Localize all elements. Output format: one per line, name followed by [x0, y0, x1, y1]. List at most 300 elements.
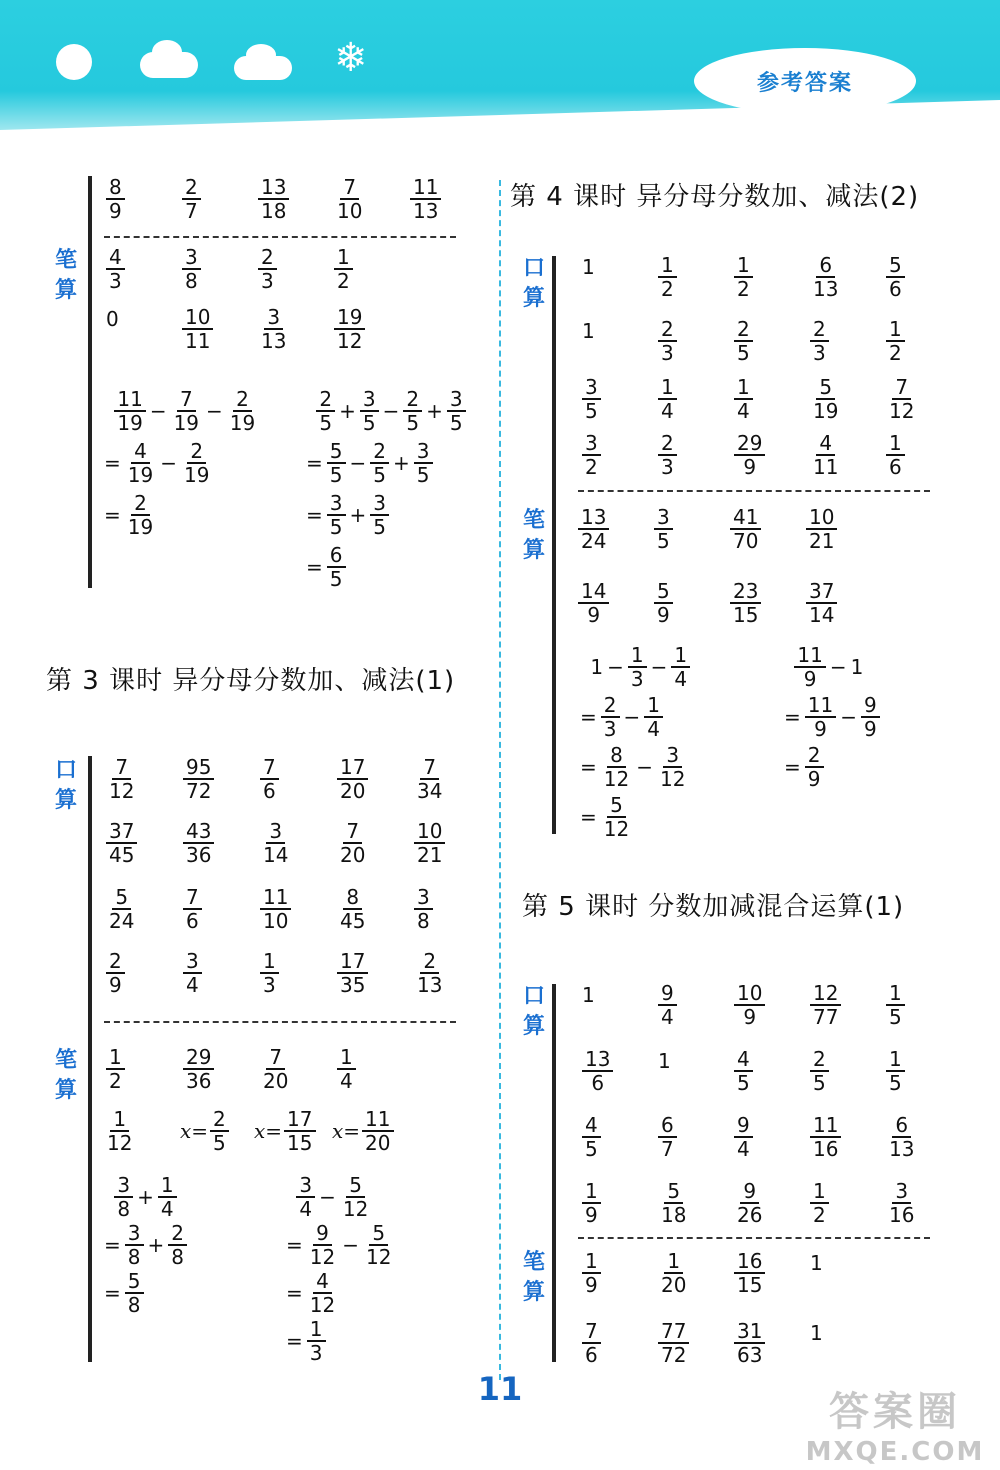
fraction: $\frac{2}{5}$: [210, 1108, 229, 1154]
calc-step: [100, 440, 212, 486]
oral-answer: [658, 982, 677, 1028]
watermark-logo: 答案圈: [829, 1389, 961, 1435]
written-answer: [730, 506, 761, 552]
written-answer: [734, 1320, 765, 1366]
operator: =: [306, 503, 323, 527]
fraction: $\frac{14}{9}$: [578, 580, 609, 626]
calc-step: [282, 1222, 394, 1268]
fraction: $\frac{3}{8}$: [114, 1174, 133, 1220]
fraction: $\frac{1}{20}$: [661, 1249, 687, 1297]
written-answer: [258, 306, 289, 352]
fraction: $\frac{3}{4}$: [183, 950, 202, 996]
lesson4-separator: [578, 490, 930, 492]
operator: −: [342, 1233, 359, 1257]
written-answer: [182, 306, 213, 352]
number: 1: [582, 982, 595, 1007]
fraction: $\frac{10}{11}$: [182, 306, 213, 352]
variable-x: x=: [254, 1119, 283, 1143]
fraction: $\frac{77}{72}$: [658, 1320, 689, 1366]
fraction: $\frac{5}{12}$: [603, 793, 630, 841]
calc-step: [100, 492, 156, 538]
fraction: $\frac{8}{45}$: [340, 885, 366, 933]
lesson5-title: 第 5 课时 分数加减混合运算(1): [522, 892, 905, 922]
oral-answer: [658, 318, 677, 364]
fraction: $\frac{13}{18}$: [258, 176, 289, 222]
fraction: $\frac{31}{63}$: [734, 1320, 765, 1366]
fraction: $\frac{9}{4}$: [658, 982, 677, 1028]
fraction: $\frac{2}{8}$: [168, 1222, 187, 1268]
fraction: $\frac{2}{19}$: [183, 439, 210, 487]
oral-answer: [260, 756, 279, 802]
fraction: $\frac{10}{21}$: [806, 506, 837, 552]
fraction: $\frac{5}{12}$: [365, 1221, 392, 1269]
fraction: $\frac{12}{77}$: [810, 982, 841, 1028]
oral-answer: [658, 1180, 689, 1226]
fraction: $\frac{2}{5}$: [316, 388, 335, 434]
fraction: $\frac{13}{6}$: [582, 1048, 613, 1094]
fraction: $\frac{2}{3}$: [658, 318, 677, 364]
written-answer: [334, 246, 353, 292]
fraction: $\frac{5}{19}$: [813, 375, 839, 423]
lesson5-oral-label: 口 算: [522, 984, 545, 1039]
oral-answer: [337, 950, 368, 996]
calc-step: [100, 1222, 187, 1268]
spacer: [580, 656, 586, 678]
fraction: $\frac{41}{70}$: [730, 506, 761, 552]
fraction: $\frac{29}{9}$: [734, 432, 765, 478]
fraction: $\frac{1}{2}$: [886, 318, 905, 364]
fraction: $\frac{2}{7}$: [182, 176, 201, 222]
fraction: $\frac{11}{20}$: [362, 1108, 393, 1154]
fraction: $\frac{2}{13}$: [417, 949, 443, 997]
written-answer: [258, 246, 277, 292]
lesson4-written-label: 笔 算: [522, 508, 545, 563]
written-answer: [260, 1046, 291, 1092]
written-answer: [106, 306, 119, 330]
oral-answer: [183, 950, 202, 996]
written-answer: [183, 1046, 214, 1092]
written-answer: [106, 246, 125, 292]
fraction: $\frac{1}{4}$: [671, 644, 690, 690]
calc-step: [302, 492, 389, 538]
oral-answer: [658, 254, 677, 300]
written-answer: [810, 1250, 823, 1274]
snowflake-icon: ❄: [334, 35, 368, 81]
fraction: $\frac{19}{12}$: [334, 306, 365, 352]
calc-step: [576, 644, 690, 690]
operator: +: [339, 399, 356, 423]
fraction: $\frac{1}{5}$: [886, 1048, 905, 1094]
fraction: $\frac{8}{9}$: [106, 176, 125, 222]
fraction: $\frac{7}{34}$: [417, 755, 443, 803]
operator: −: [623, 705, 641, 729]
fraction: $\frac{1}{6}$: [886, 432, 905, 478]
fraction: $\frac{11}{19}$: [114, 388, 145, 434]
lesson5-written-label: 笔 算: [522, 1250, 545, 1305]
calc-step: [576, 744, 688, 790]
lesson5-bar: [552, 984, 556, 1362]
operator: =: [784, 755, 801, 779]
operator: =: [286, 1329, 303, 1353]
calc-step: [780, 694, 880, 740]
lesson3-bar: [88, 756, 92, 1362]
calc-step: [302, 440, 433, 486]
answer-banner: 参考答案: [694, 48, 916, 114]
fraction: $\frac{3}{2}$: [582, 432, 601, 478]
oral-answer: [106, 950, 125, 996]
fraction: $\frac{1}{2}$: [658, 254, 677, 300]
written-answer: [254, 1108, 316, 1154]
oral-answer: [658, 1048, 671, 1072]
fraction: $\frac{3}{5}$: [582, 376, 601, 422]
number: 1: [590, 655, 604, 679]
oral-answer: [886, 982, 905, 1028]
fraction: $\frac{11}{9}$: [794, 644, 825, 690]
fraction: $\frac{9}{4}$: [734, 1114, 753, 1160]
operator: =: [580, 705, 597, 729]
spacer: [286, 1186, 292, 1208]
written-answer: [582, 1320, 601, 1366]
fraction: $\frac{5}{12}$: [342, 1173, 369, 1221]
oral-answer: [734, 318, 753, 364]
oral-answer: [414, 756, 445, 802]
fraction: $\frac{2}{19}$: [127, 491, 154, 539]
oral-answer: [886, 254, 905, 300]
fraction: $\frac{17}{15}$: [284, 1108, 315, 1154]
oral-answer: [658, 1114, 677, 1160]
written-answer: [654, 506, 673, 552]
oral-answer: [414, 886, 433, 932]
fraction: $\frac{11}{16}$: [810, 1114, 841, 1160]
fraction: $\frac{10}{21}$: [414, 820, 445, 866]
fraction: $\frac{1}{9}$: [582, 1250, 601, 1296]
operator: +: [393, 451, 410, 475]
lesson3-oral-label: 口 算: [54, 758, 77, 813]
fraction: $\frac{1}{2}$: [334, 246, 353, 292]
prev-bar: [88, 176, 92, 588]
fraction: $\frac{1}{2}$: [734, 254, 753, 300]
fraction: $\frac{5}{24}$: [109, 885, 135, 933]
oral-answer: [734, 1114, 753, 1160]
fraction: $\frac{2}{9}$: [106, 950, 125, 996]
oral-answer: [734, 432, 765, 478]
oral-answer: [258, 176, 289, 222]
fraction: $\frac{2}{5}$: [734, 318, 753, 364]
fraction: $\frac{37}{45}$: [106, 820, 137, 866]
calc-step: [302, 388, 466, 434]
operator: =: [104, 1233, 121, 1257]
written-answer: [182, 246, 201, 292]
fraction: $\frac{6}{13}$: [813, 253, 839, 301]
fraction: $\frac{11}{9}$: [805, 694, 836, 740]
operator: =: [784, 705, 801, 729]
lesson4-title: 第 4 课时 异分母分数加、减法(2): [510, 182, 920, 212]
fraction: $\frac{3}{5}$: [414, 440, 433, 486]
calc-step: [100, 1174, 177, 1220]
fraction: $\frac{2}{9}$: [805, 744, 824, 790]
operator: =: [286, 1233, 303, 1257]
fraction: $\frac{6}{7}$: [658, 1114, 677, 1160]
operator: +: [147, 1233, 165, 1257]
oral-answer: [410, 176, 441, 222]
fraction: $\frac{1}{4}$: [734, 376, 753, 422]
oral-answer: [810, 254, 841, 300]
spacer: [104, 1186, 110, 1208]
written-answer: [578, 580, 609, 626]
operator: =: [580, 755, 597, 779]
oral-answer: [106, 756, 137, 802]
written-answer: [337, 1046, 356, 1092]
operator: +: [137, 1185, 154, 1209]
lesson4-bar: [552, 256, 556, 834]
fraction: $\frac{5}{9}$: [654, 580, 673, 626]
operator: −: [650, 655, 668, 679]
fraction: $\frac{1}{4}$: [658, 376, 677, 422]
oral-answer: [886, 432, 905, 478]
calc-step: [100, 1270, 144, 1316]
written-answer: [654, 580, 673, 626]
fraction: $\frac{17}{35}$: [337, 950, 368, 996]
calc-step: [576, 794, 632, 840]
fraction: $\frac{4}{5}$: [582, 1114, 601, 1160]
oral-answer: [734, 254, 753, 300]
fraction: $\frac{3}{4}$: [296, 1174, 315, 1220]
oral-answer: [337, 886, 368, 932]
fraction: $\frac{3}{8}$: [182, 246, 201, 292]
fraction: $\frac{9}{9}$: [861, 694, 880, 740]
oral-answer: [106, 886, 137, 932]
number: 1: [582, 318, 595, 343]
oral-answer: [337, 820, 368, 866]
fraction: $\frac{4}{19}$: [127, 439, 154, 487]
fraction: $\frac{29}{36}$: [183, 1046, 214, 1092]
fraction: $\frac{9}{26}$: [737, 1179, 763, 1227]
calc-step: [282, 1270, 338, 1316]
fraction: $\frac{10}{9}$: [734, 982, 765, 1028]
fraction: $\frac{3}{8}$: [414, 886, 433, 932]
page-number: 11: [477, 1370, 523, 1408]
fraction: $\frac{16}{15}$: [734, 1250, 765, 1296]
fraction: $\frac{6}{13}$: [889, 1113, 915, 1161]
oral-answer: [106, 176, 125, 222]
operator: −: [160, 451, 177, 475]
fraction: $\frac{7}{12}$: [889, 375, 915, 423]
oral-answer: [810, 318, 829, 364]
operator: −: [829, 655, 847, 679]
fraction: $\frac{3}{16}$: [889, 1179, 915, 1227]
written-answer: [734, 1250, 765, 1296]
fraction: $\frac{1}{2}$: [810, 1180, 829, 1226]
spacer: [306, 400, 312, 422]
calc-step: [576, 694, 663, 740]
fraction: $\frac{1}{2}$: [106, 1046, 125, 1092]
fraction: $\frac{1}{3}$: [260, 950, 279, 996]
lesson5-separator: [578, 1237, 930, 1239]
operator: −: [149, 399, 167, 423]
operator: −: [206, 399, 223, 423]
fraction: $\frac{2}{3}$: [258, 246, 277, 292]
written-answer: [658, 1320, 689, 1366]
operator: =: [104, 1281, 121, 1305]
fraction: $\frac{5}{6}$: [886, 254, 905, 300]
fraction: $\frac{1}{4}$: [158, 1174, 177, 1220]
column-divider: [499, 180, 501, 1380]
fraction: $\frac{1}{4}$: [337, 1046, 356, 1092]
oral-answer: [414, 820, 445, 866]
fraction: $\frac{7}{20}$: [263, 1045, 289, 1093]
fraction: $\frac{2}{5}$: [810, 1048, 829, 1094]
written-answer: [578, 506, 609, 552]
fraction: $\frac{3}{5}$: [360, 388, 379, 434]
fraction: $\frac{7}{20}$: [340, 819, 366, 867]
operator: =: [104, 451, 121, 475]
oral-answer: [106, 820, 137, 866]
fraction: $\frac{2}{19}$: [229, 387, 256, 435]
fraction: $\frac{3}{8}$: [125, 1222, 144, 1268]
number: 1: [850, 655, 864, 679]
fraction: $\frac{3}{13}$: [261, 305, 287, 353]
written-answer: [806, 580, 837, 626]
written-answer: [810, 1320, 823, 1344]
fraction: $\frac{6}{5}$: [327, 544, 346, 590]
lesson3-written-label: 笔 算: [54, 1048, 77, 1103]
fraction: $\frac{3}{5}$: [654, 506, 673, 552]
written-answer: [334, 306, 365, 352]
prev-written-label: 笔 算: [54, 248, 77, 303]
fraction: $\frac{1}{3}$: [307, 1318, 326, 1364]
fraction: $\frac{1}{12}$: [107, 1107, 133, 1155]
operator: =: [580, 805, 597, 829]
watermark-url: MXQE.COM: [805, 1437, 985, 1467]
written-answer: [658, 1250, 689, 1296]
fraction: $\frac{3}{14}$: [263, 819, 289, 867]
operator: −: [382, 399, 400, 423]
fraction: $\frac{2}{5}$: [403, 388, 422, 434]
operator: −: [636, 755, 653, 779]
oral-answer: [658, 432, 677, 478]
fraction: $\frac{9}{12}$: [309, 1221, 336, 1269]
operator: =: [104, 503, 121, 527]
oral-answer: [582, 376, 601, 422]
fraction: $\frac{2}{3}$: [810, 318, 829, 364]
fraction: $\frac{4}{5}$: [734, 1048, 753, 1094]
operator: +: [426, 399, 443, 423]
oral-answer: [337, 756, 368, 802]
oral-answer: [582, 982, 595, 1006]
variable-x: x=: [180, 1119, 209, 1143]
oral-answer: [582, 254, 595, 278]
number: 1: [582, 254, 595, 279]
written-answer: [104, 1108, 135, 1154]
oral-answer: [260, 820, 291, 866]
fraction: $\frac{3}{5}$: [447, 388, 466, 434]
operator: +: [349, 503, 367, 527]
fraction: $\frac{7}{19}$: [173, 387, 200, 435]
oral-answer: [582, 1114, 601, 1160]
oral-answer: [810, 432, 841, 478]
oral-answer: [734, 1180, 765, 1226]
fraction: $\frac{13}{24}$: [578, 506, 609, 552]
number: 1: [810, 1320, 823, 1345]
lesson3-separator: [104, 1021, 456, 1023]
fraction: $\frac{17}{20}$: [337, 756, 368, 802]
calc-step: [780, 744, 824, 790]
oral-answer: [810, 1180, 829, 1226]
oral-answer: [334, 176, 365, 222]
fraction: $\frac{2}{3}$: [601, 694, 620, 740]
oral-answer: [414, 950, 445, 996]
fraction: $\frac{23}{15}$: [730, 580, 761, 626]
operator: =: [306, 451, 323, 475]
written-answer: [332, 1108, 394, 1154]
oral-answer: [734, 982, 765, 1028]
calc-step: [282, 1318, 326, 1364]
fraction: $\frac{2}{5}$: [370, 440, 389, 486]
lesson3-title: 第 3 课时 异分母分数加、减法(1): [46, 666, 456, 696]
oral-answer: [582, 1180, 601, 1226]
fraction: $\frac{1}{9}$: [582, 1180, 601, 1226]
oral-answer: [810, 1048, 829, 1094]
oral-answer: [658, 376, 677, 422]
fraction: $\frac{1}{3}$: [628, 644, 647, 690]
fraction: $\frac{37}{14}$: [806, 580, 837, 626]
cloud-icon-top: [152, 40, 182, 64]
fraction: $\frac{4}{12}$: [309, 1269, 336, 1317]
number: 1: [810, 1250, 823, 1275]
oral-answer: [182, 176, 201, 222]
oral-answer: [183, 756, 214, 802]
written-answer: [730, 580, 761, 626]
oral-answer: [886, 1180, 917, 1226]
fraction: $\frac{4}{3}$: [106, 246, 125, 292]
fraction: $\frac{7}{10}$: [337, 175, 363, 223]
oral-answer: [810, 376, 841, 422]
operator: =: [306, 555, 323, 579]
operator: −: [607, 655, 624, 679]
operator: −: [349, 451, 367, 475]
fraction: $\frac{4}{11}$: [813, 431, 839, 479]
fraction: $\frac{7}{6}$: [183, 886, 202, 932]
oral-answer: [886, 318, 905, 364]
operator: =: [286, 1281, 303, 1305]
oral-answer: [886, 1114, 917, 1160]
rain-cloud-icon-top: [246, 44, 276, 66]
number: 0: [106, 306, 119, 331]
fraction: $\frac{7}{6}$: [582, 1320, 601, 1366]
calc-step: [302, 544, 346, 590]
spacer: [104, 400, 110, 422]
fraction: $\frac{5}{18}$: [661, 1179, 687, 1227]
written-answer: [582, 1250, 601, 1296]
number: 1: [658, 1048, 671, 1073]
variable-x: x=: [332, 1119, 361, 1143]
spacer: [784, 656, 790, 678]
fraction: $\frac{5}{5}$: [327, 440, 346, 486]
calc-step: [780, 644, 863, 690]
fraction: $\frac{1}{4}$: [644, 694, 663, 740]
oral-answer: [582, 318, 595, 342]
oral-answer: [734, 1048, 753, 1094]
fraction: $\frac{11}{10}$: [260, 886, 291, 932]
oral-answer: [810, 1114, 841, 1160]
fraction: $\frac{8}{12}$: [603, 743, 630, 791]
oral-answer: [886, 376, 917, 422]
oral-answer: [582, 1048, 613, 1094]
fraction: $\frac{3}{5}$: [370, 492, 389, 538]
oral-answer: [183, 820, 214, 866]
fraction: $\frac{3}{12}$: [659, 743, 686, 791]
fraction: $\frac{5}{8}$: [125, 1270, 144, 1316]
